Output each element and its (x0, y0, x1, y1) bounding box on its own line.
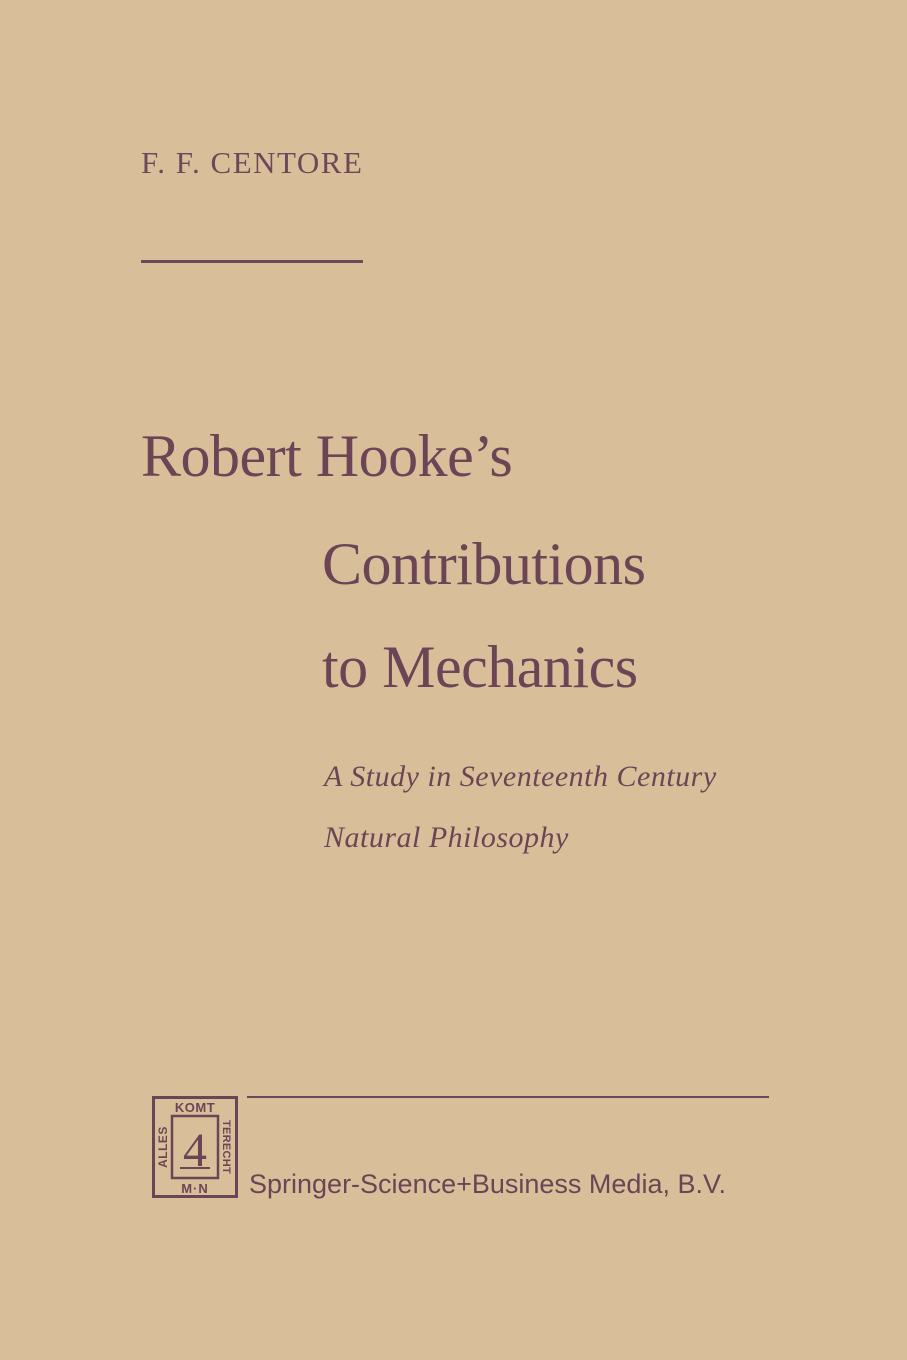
subtitle-line-2: Natural Philosophy (324, 821, 569, 854)
title-line-3: to Mechanics (322, 634, 638, 700)
logo-right-text: TERECHT (220, 1119, 232, 1175)
top-divider (141, 260, 363, 263)
logo-top-text: KOMT (174, 1100, 216, 1115)
title-line-2: Contributions (322, 531, 646, 597)
logo-center-text: 4 (183, 1124, 207, 1177)
logo-bottom-text: M·N (181, 1181, 209, 1196)
bottom-divider (247, 1096, 769, 1098)
publisher-name: Springer-Science+Business Media, B.V. (249, 1169, 727, 1199)
title-line-1: Robert Hooke’s (141, 423, 513, 489)
subtitle-line-1: A Study in Seventeenth Century (324, 760, 717, 793)
author-name: F. F. CENTORE (141, 145, 364, 180)
publisher-logo-icon (152, 1096, 238, 1198)
logo-left-text: ALLES (156, 1126, 170, 1168)
